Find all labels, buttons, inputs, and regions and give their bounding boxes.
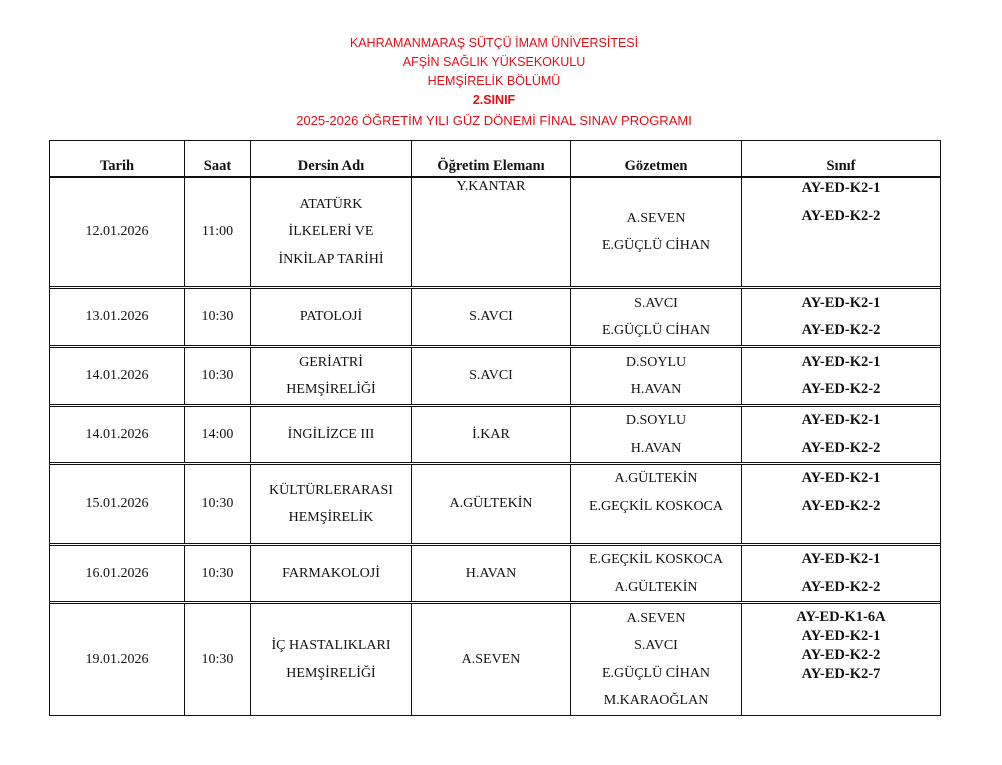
proctor-name: A.GÜLTEKİN [614,579,698,595]
proctor-name: A.SEVEN [626,610,686,626]
instructor [412,406,571,463]
table-row [50,288,940,346]
course-name-line: İNKİLAP TARİHİ [278,251,384,267]
proctors [571,347,742,405]
proctor-name: E.GEÇKİL KOSKOCA [588,552,724,567]
rooms [742,603,940,716]
proctor-name: E.GEÇKİL KOSKOCA [588,498,724,514]
table-row [50,406,940,463]
exam-time: 11:00 [185,177,251,287]
proctors [571,406,742,463]
exam-time: 10:30 [185,545,251,602]
proctors [571,177,742,287]
proctor-name: M.KARAOĞLAN [603,693,709,708]
proctor-name: D.SOYLU [625,354,687,370]
exam-date: 14.01.2026 [50,406,185,463]
university-name: KAHRAMANMARAŞ SÜTÇÜ İMAM ÜNİVERSİTESİ [349,36,639,50]
exam-time: 14:00 [185,406,251,463]
course-name-line: FARMAKOLOJİ [282,565,380,581]
table-row [50,603,940,716]
room-code: AY-ED-K2-1 [801,180,881,196]
room-code: AY-ED-K2-2 [801,497,881,514]
rooms [742,177,940,287]
room-code: AY-ED-K2-7 [801,666,881,682]
proctors [571,288,742,346]
exam-schedule-table [49,140,941,716]
proctor-name: S.AVCI [634,638,678,653]
proctors [571,603,742,716]
course-name-line: GERİATRİ [299,354,363,370]
exam-time: 10:30 [185,347,251,405]
course-name [251,464,412,544]
room-code: AY-ED-K2-1 [801,470,881,486]
program-title: 2025-2026 ÖĞRETİM YILI GÜZ DÖNEMİ FİNAL SINAV PROGRAMI [296,113,692,128]
table-header-row [50,141,940,177]
room-code: AY-ED-K2-1 [801,628,881,644]
course-name [251,545,412,602]
room-code: AY-ED-K2-2 [801,322,881,338]
proctor-name: H.AVAN [630,382,682,397]
rooms [742,347,940,405]
document-header [0,34,988,130]
school-name: AFŞİN SAĞLIK YÜKSEKOKULU [402,55,586,69]
grade-label: 2.SINIF [472,93,516,107]
course-name [251,288,412,346]
rooms [742,288,940,346]
course-name-line: HEMŞİRELİĞİ [286,382,376,397]
rooms [742,406,940,463]
room-code: AY-ED-K2-2 [801,647,881,663]
column-header-date: Tarih [50,141,185,177]
column-header-instructor: Öğretim Elemanı [412,141,571,177]
department-name: HEMŞİRELİK BÖLÜMÜ [427,74,561,88]
room-code: AY-ED-K2-1 [801,412,881,428]
exam-date: 19.01.2026 [50,603,185,716]
exam-date: 12.01.2026 [50,177,185,287]
rooms [742,464,940,544]
room-code: AY-ED-K2-2 [801,578,881,595]
exam-time: 10:30 [185,464,251,544]
proctor-name: A.SEVEN [626,210,686,226]
exam-date: 13.01.2026 [50,288,185,346]
table-row [50,545,940,602]
room-code: AY-ED-K1-6A [796,609,886,625]
instructor-name: A.GÜLTEKİN [449,496,533,511]
instructor-name: A.SEVEN [461,651,521,667]
instructor [412,288,571,346]
proctors [571,464,742,544]
exam-time: 10:30 [185,288,251,346]
exam-time: 10:30 [185,603,251,716]
instructor [412,177,571,287]
table-row [50,177,940,287]
column-header-room: Sınıf [742,141,940,177]
proctor-name: E.GÜÇLÜ CİHAN [601,238,711,253]
room-code: AY-ED-K2-2 [801,439,881,456]
instructor-name: Y.KANTAR [456,179,526,194]
instructor-name: S.AVCI [469,368,513,383]
course-name-line: PATOLOJİ [299,309,363,325]
exam-date: 16.01.2026 [50,545,185,602]
course-name [251,603,412,716]
room-code: AY-ED-K2-1 [801,551,881,567]
course-name [251,177,412,287]
table-row [50,347,940,405]
room-code: AY-ED-K2-2 [801,208,881,224]
proctor-name: E.GÜÇLÜ CİHAN [601,323,711,338]
exam-date: 15.01.2026 [50,464,185,544]
column-header-time: Saat [185,141,251,177]
room-code: AY-ED-K2-2 [801,381,881,397]
proctors [571,545,742,602]
course-name-line: İLKELERİ VE [288,224,374,240]
instructor [412,347,571,405]
instructor-name: H.AVAN [465,565,517,581]
proctor-name: H.AVAN [630,440,682,456]
course-name-line: HEMŞİRELİĞİ [286,665,376,681]
table-row [50,464,940,544]
course-name [251,406,412,463]
course-name-line: ATATÜRK [299,196,363,212]
exam-date: 14.01.2026 [50,347,185,405]
proctor-name: S.AVCI [634,295,678,311]
proctor-name: D.SOYLU [625,413,687,428]
room-code: AY-ED-K2-1 [801,294,881,311]
course-name-line: İNGİLİZCE III [287,426,375,442]
course-name [251,347,412,405]
instructor [412,464,571,544]
instructor [412,545,571,602]
column-header-proctor: Gözetmen [571,141,742,177]
instructor [412,603,571,716]
rooms [742,545,940,602]
instructor-name: İ.KAR [472,426,510,442]
room-code: AY-ED-K2-1 [801,353,881,370]
course-name-line: KÜLTÜRLERARASI [269,482,393,498]
course-name-line: HEMŞİRELİK [288,510,374,525]
instructor-name: S.AVCI [469,309,513,324]
course-name-line: İÇ HASTALIKLARI [271,638,391,653]
column-header-course: Dersin Adı [251,141,412,177]
proctor-name: A.GÜLTEKİN [614,471,698,486]
proctor-name: E.GÜÇLÜ CİHAN [601,665,711,681]
